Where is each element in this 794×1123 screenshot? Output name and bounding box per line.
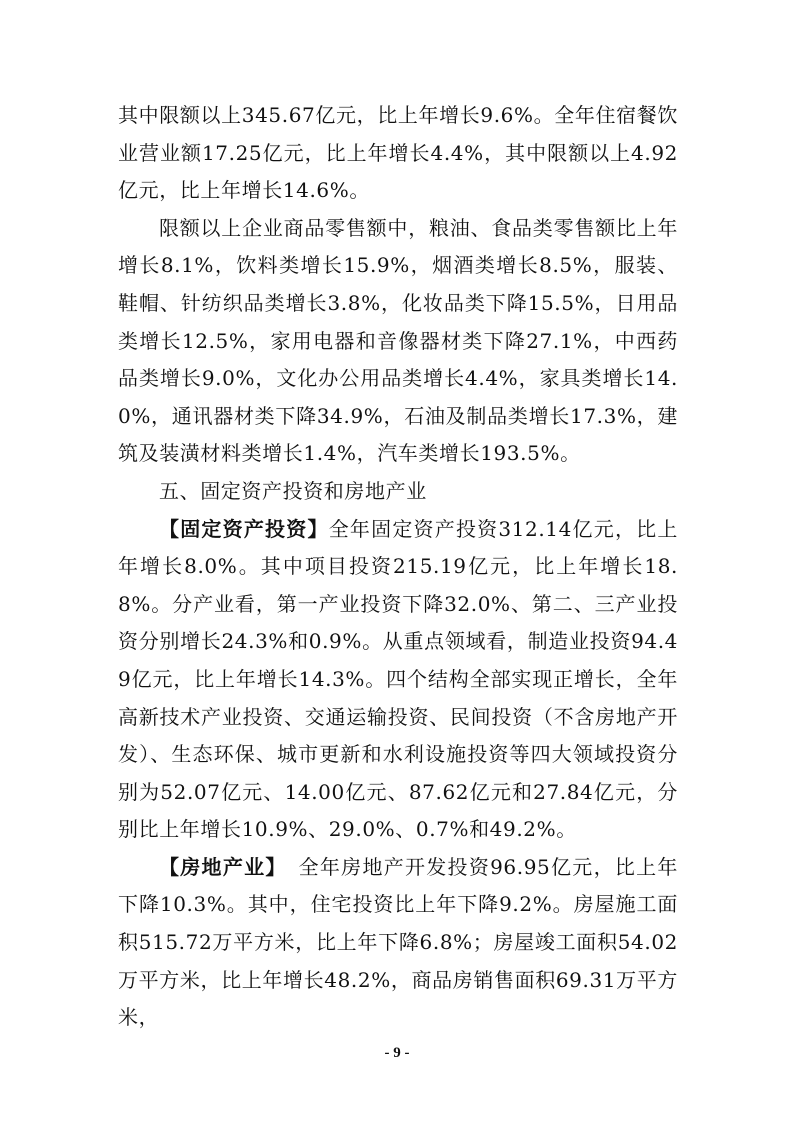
paragraph-fixed-asset-investment <box>118 511 678 849</box>
paragraph-real-estate <box>118 849 678 1037</box>
body-text <box>118 97 678 1037</box>
paragraph-retail-categories: 限额以上企业商品零售额中，粮油、食品类零售额比上年增长8.1%，饮料类增长15.9%，烟酒类增长8.5%，服装、鞋帽、针纺织品类增长3.8%，化妆品类下降15.5%，日用品类增长12.5%，家用电器和音像器材类下降27.1%，中西药品类增长9.0%，文化办公用品类增长4.4%，家具类增长14.0%，通讯器材类下降34.9%，石油及制品类增长17.3%，建筑及装潢材料类增长1.4%，汽车类增长193.5%。 <box>118 215 678 466</box>
text-fixed-asset-investment: 全年固定资产投资312.14亿元，比上年增长8.0%。其中项目投资215.19亿元，比上年增长18.8%。分产业看，第一产业投资下降32.0%、第二、三产业投资分别增长24.3%和0.9%。从重点领域看，制造业投资94.49亿元，比上年增长14.3%。四个结构全部实现正增长，全年高新技术产业投资、交通运输投资、民间投资（不含房地产开发）、生态环保、城市更新和水利设施投资等四大领域投资分别为52.07亿元、14.00亿元、87.62亿元和27.84亿元，分别比上年增长10.9%、29.0%、0.7%和49.2%。 <box>118 516 678 842</box>
paragraph-retail-sales: 其中限额以上345.67亿元，比上年增长9.6%。全年住宿餐饮业营业额17.25亿元，比上年增长4.4%，其中限额以上4.92亿元，比上年增长14.6%。 <box>118 103 678 203</box>
keyword-real-estate: 【房地产业】 <box>159 854 287 879</box>
page-number: - 9 - <box>384 1045 410 1061</box>
keyword-fixed-asset-investment: 【固定资产投资】 <box>159 516 329 541</box>
section-heading: 五、固定资产投资和房地产业 <box>159 478 427 503</box>
text-real-estate: 全年房地产开发投资96.95亿元，比上年下降10.3%。其中，住宅投资比上年下降9.2%。房屋施工面积515.72万平方米，比上年下降6.8%；房屋竣工面积54.02万平方米，比上年增长48.2%，商品房销售面积69.31万平方米， <box>118 854 678 1030</box>
